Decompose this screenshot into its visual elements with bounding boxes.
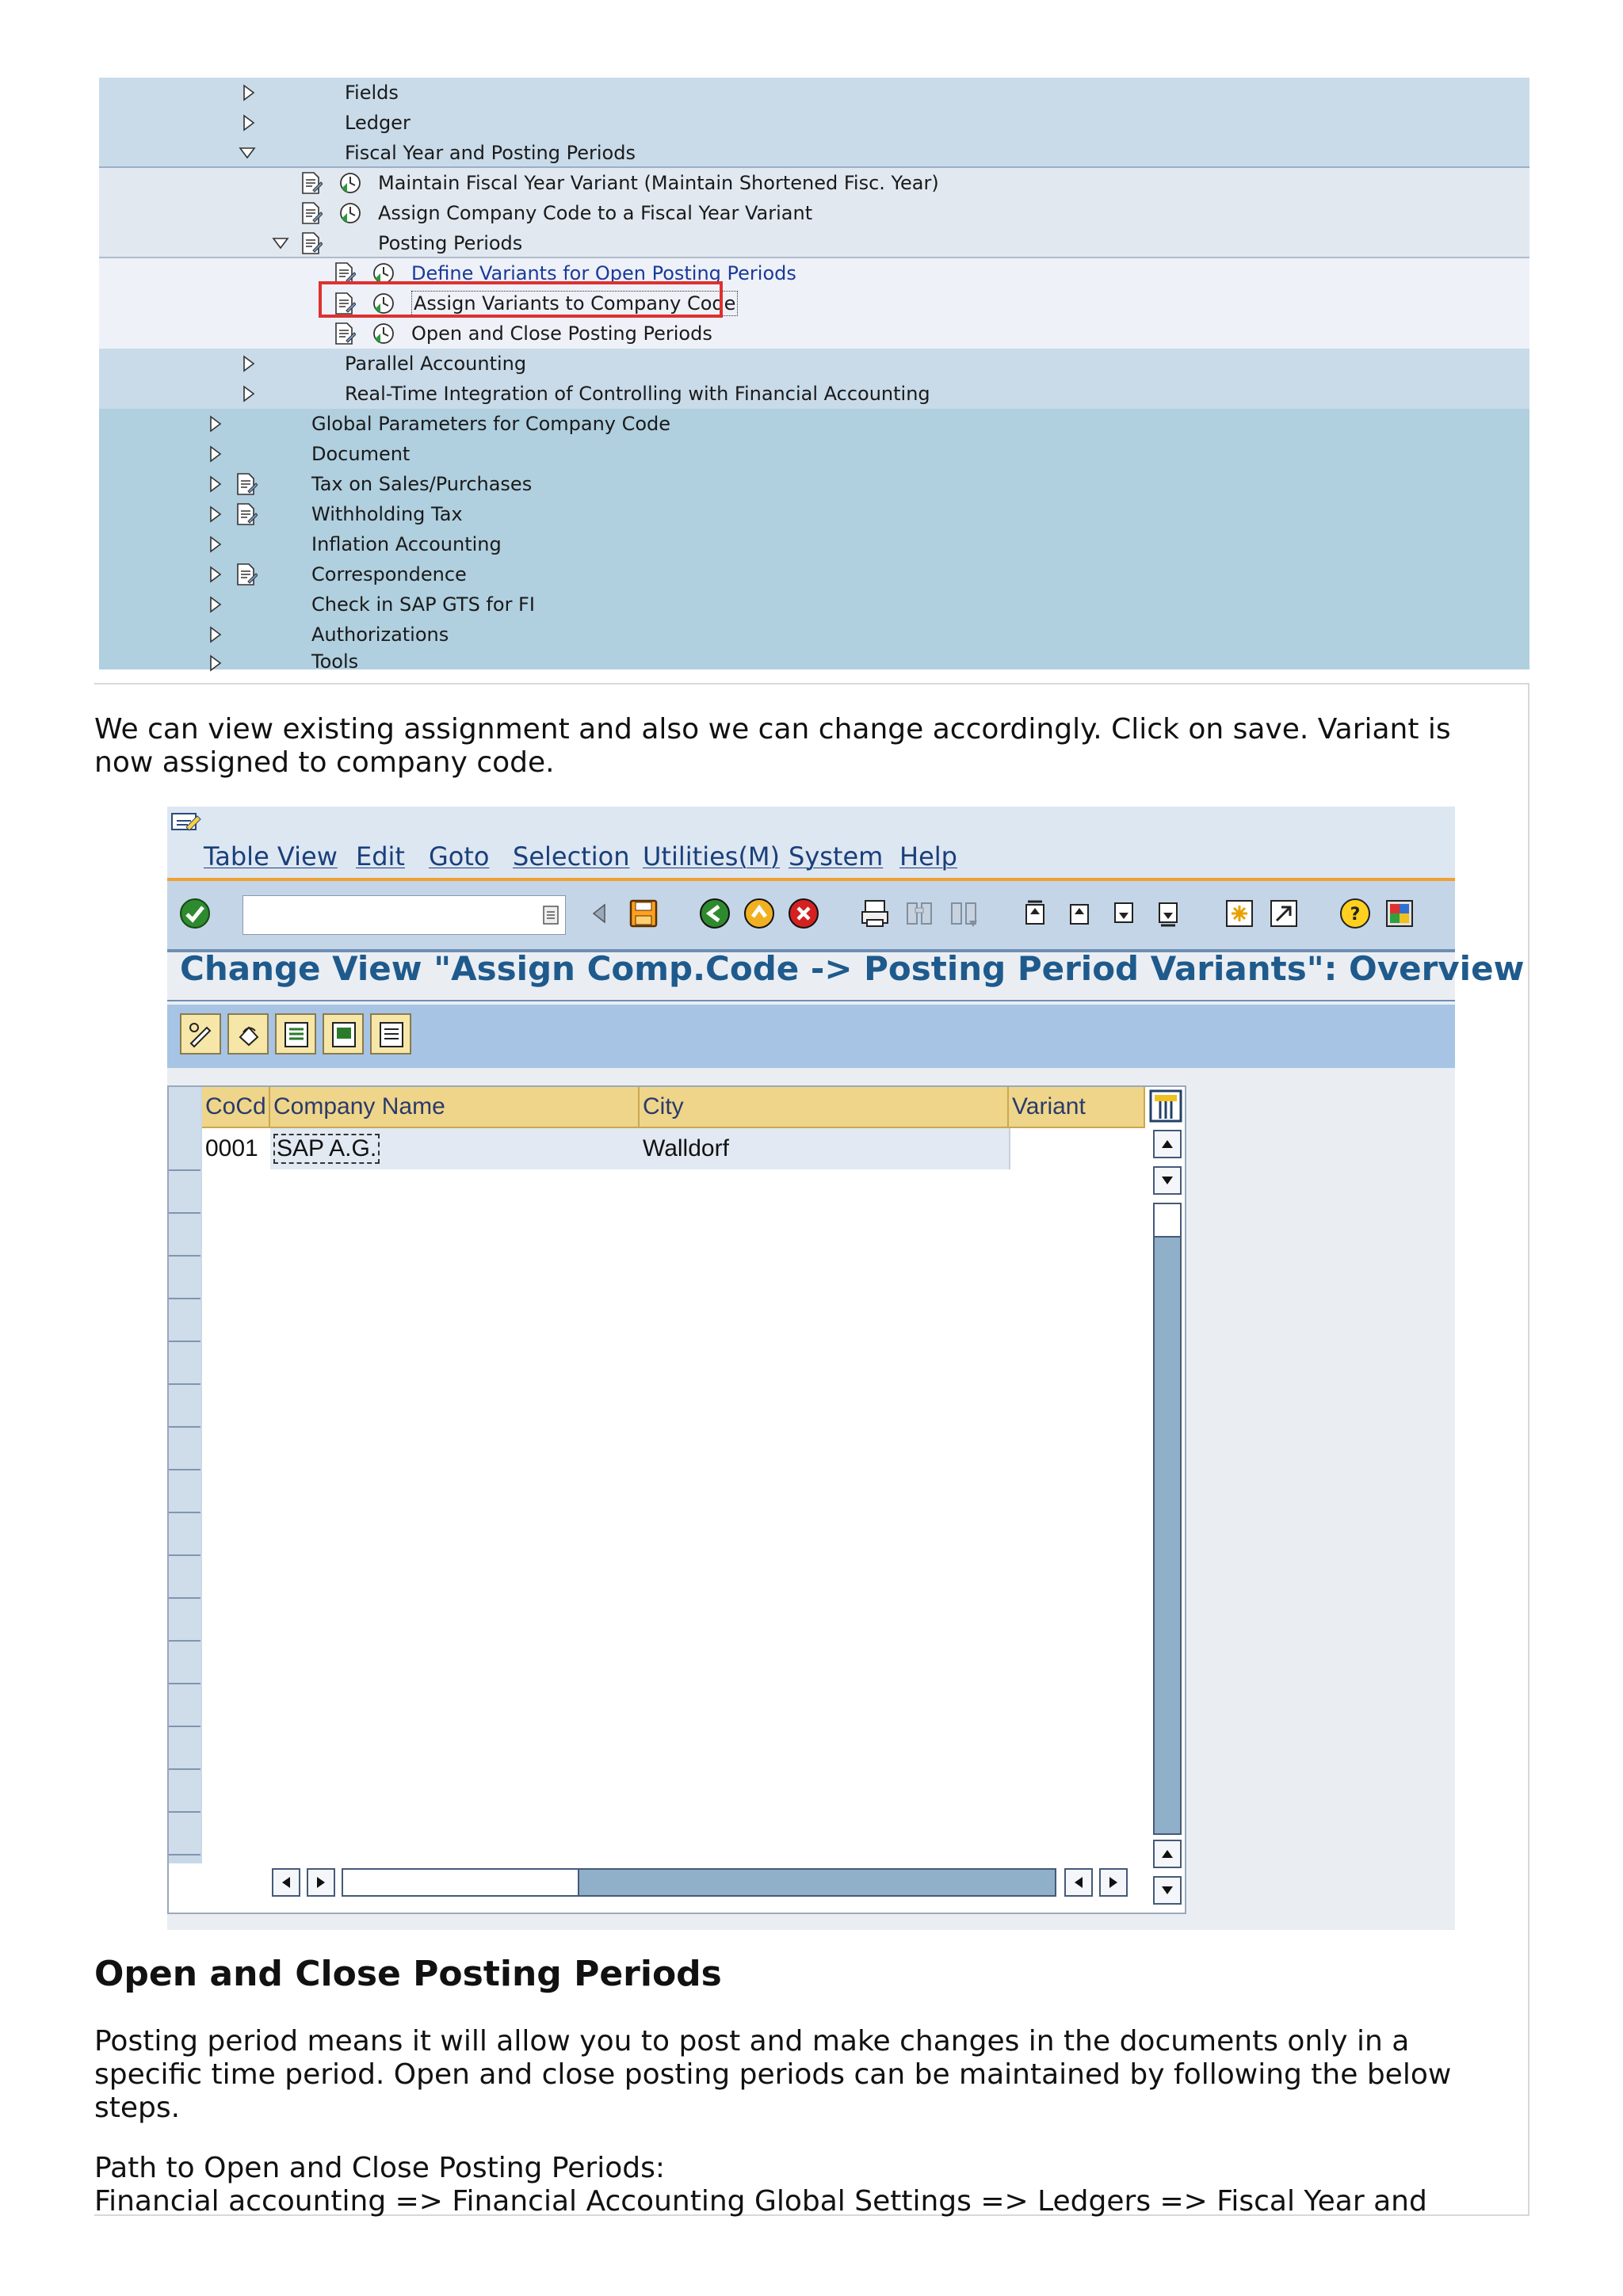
pencil-glasses-icon	[186, 1020, 216, 1050]
expand-arrow-icon[interactable]	[207, 626, 224, 643]
tree-node-label: Inflation Accounting	[311, 533, 502, 555]
cell-cocd: 0001	[205, 1135, 258, 1161]
row-selector[interactable]	[169, 1128, 200, 1171]
next-page-icon[interactable]	[1107, 897, 1140, 930]
tree-node-label: Open and Close Posting Periods	[411, 322, 712, 345]
menu-bar	[167, 807, 1455, 878]
cell-variant-input[interactable]	[1009, 1128, 1145, 1169]
row-selector[interactable]	[169, 1257, 200, 1299]
tree-node-assign-cc-fy-variant[interactable]	[99, 198, 1529, 228]
scroll-page-down-button[interactable]	[1153, 1876, 1182, 1905]
row-selector[interactable]	[169, 1299, 200, 1342]
tree-node-fiscal-year[interactable]	[99, 138, 1529, 168]
vertical-scroll-track[interactable]	[1153, 1203, 1182, 1835]
scroll-page-up-button[interactable]	[1153, 1840, 1182, 1868]
menu-help[interactable]: Help	[899, 841, 957, 871]
tree-node-assign-variants[interactable]	[99, 288, 1529, 318]
paragraph-path-value: Financial accounting => Financial Accounting Global Settings => Ledgers => Fiscal Year and	[94, 2185, 1427, 2218]
previous-page-icon[interactable]	[1063, 897, 1096, 930]
document-icon[interactable]	[235, 472, 258, 496]
tree-node-label[interactable]: Define Variants for Open Posting Periods	[411, 262, 796, 284]
tree-node-maintain-fy-variant[interactable]	[99, 168, 1529, 198]
row-selector[interactable]	[169, 1813, 200, 1855]
row-selector[interactable]	[169, 1513, 200, 1556]
tree-node-label: Posting Periods	[378, 232, 523, 254]
menu-icon[interactable]	[170, 811, 202, 835]
deselect-all-button[interactable]	[370, 1013, 411, 1055]
row-selector[interactable]	[169, 1342, 200, 1385]
page-frame-right	[1528, 683, 1529, 2216]
page-frame-top	[94, 683, 1529, 685]
menu-edit[interactable]: Edit	[356, 841, 405, 871]
expand-arrow-icon[interactable]	[207, 536, 224, 553]
img-tree	[99, 78, 1529, 673]
standard-toolbar	[167, 878, 1455, 952]
column-header-city[interactable]: City	[640, 1087, 1009, 1128]
tree-node-correspondence[interactable]	[99, 559, 1529, 589]
table-settings-icon[interactable]	[1148, 1089, 1183, 1123]
find-next-icon[interactable]	[947, 897, 980, 930]
paragraph-intro: We can view existing assignment and also we can change accordingly. Click on save. Variant is now assigned to company code.	[94, 713, 1451, 779]
left-arrow-icon	[1066, 1870, 1091, 1895]
execute-clock-icon[interactable]	[338, 201, 362, 225]
row-selector[interactable]	[169, 1214, 200, 1257]
select-block-icon	[329, 1020, 359, 1050]
tree-node-ledger[interactable]	[99, 108, 1529, 138]
tree-node-define-variants[interactable]	[99, 258, 1529, 288]
help-icon[interactable]	[1338, 897, 1372, 930]
cell-city: Walldorf	[640, 1128, 1009, 1169]
tree-node-authorizations[interactable]	[99, 620, 1529, 650]
print-icon[interactable]	[858, 897, 892, 930]
back-icon[interactable]	[698, 897, 731, 930]
tree-node-tax[interactable]	[99, 469, 1529, 499]
undo-icon	[234, 1020, 264, 1050]
menu-table-view[interactable]: Table View	[204, 841, 338, 871]
tree-node-label: Parallel Accounting	[345, 353, 527, 375]
left-arrow-icon	[273, 1870, 299, 1895]
section-heading: Open and Close Posting Periods	[94, 1954, 722, 1994]
row-selector[interactable]	[169, 1470, 200, 1513]
menu-system[interactable]: System	[789, 841, 884, 871]
tree-node-label: Withholding Tax	[311, 503, 463, 525]
save-icon[interactable]	[627, 897, 660, 930]
tree-node-parallel-accounting[interactable]	[99, 349, 1529, 379]
tree-node-label: Global Parameters for Company Code	[311, 413, 671, 435]
expand-arrow-icon[interactable]	[207, 596, 224, 613]
row-selector[interactable]	[169, 1684, 200, 1727]
menu-selection[interactable]: Selection	[513, 841, 630, 871]
back-arrow-icon[interactable]	[582, 897, 616, 930]
menu-utilities[interactable]: Utilities(M)	[643, 841, 781, 871]
tree-node-label[interactable]: Assign Variants to Company Code	[411, 291, 738, 316]
cancel-icon[interactable]	[787, 897, 820, 930]
expand-arrow-icon[interactable]	[207, 445, 224, 463]
vertical-scroll-thumb[interactable]	[1155, 1204, 1180, 1238]
horizontal-scroll-track[interactable]	[342, 1868, 1056, 1897]
find-icon[interactable]	[903, 897, 936, 930]
row-selector[interactable]	[169, 1770, 200, 1813]
highlight-box	[319, 281, 723, 318]
paragraph-path-label: Path to Open and Close Posting Periods:	[94, 2152, 665, 2184]
scroll-page-left-button[interactable]	[1064, 1868, 1093, 1897]
column-header-cocd[interactable]: CoCd	[202, 1087, 270, 1128]
tree-node-label: Tax on Sales/Purchases	[311, 473, 533, 495]
select-all-button[interactable]	[275, 1013, 316, 1055]
sap-window	[167, 807, 1525, 1930]
tree-node-inflation-accounting[interactable]	[99, 529, 1529, 559]
tree-node-label: Authorizations	[311, 624, 449, 646]
expand-arrow-icon[interactable]	[207, 505, 224, 523]
exit-icon[interactable]	[743, 897, 776, 930]
tree-node-label: Fiscal Year and Posting Periods	[345, 142, 636, 164]
tree-node-label: Maintain Fiscal Year Variant (Maintain Shortened Fisc. Year)	[378, 172, 939, 194]
row-selector[interactable]	[169, 1428, 200, 1470]
paragraph-posting-period: Posting period means it will allow you to post and make changes in the documents only in a specific time period. Open and close posting periods can be maintained by following the below steps.	[94, 2025, 1452, 2124]
deselect-all-icon	[376, 1020, 407, 1050]
expand-arrow-icon[interactable]	[240, 84, 258, 101]
down-arrow-icon	[1155, 1878, 1180, 1903]
display-change-button[interactable]	[180, 1013, 221, 1055]
collapse-arrow-icon[interactable]	[272, 235, 289, 252]
tree-node-check-gts[interactable]	[99, 589, 1529, 620]
tree-node-document[interactable]	[99, 439, 1529, 469]
menu-goto[interactable]: Goto	[429, 841, 490, 871]
expand-arrow-icon[interactable]	[240, 385, 258, 402]
new-entries-button[interactable]	[227, 1013, 269, 1055]
expand-arrow-icon[interactable]	[207, 566, 224, 583]
execute-clock-icon[interactable]	[338, 171, 362, 195]
row-selector[interactable]	[169, 1727, 200, 1770]
vertical-scrollbar[interactable]	[1151, 1130, 1183, 1903]
column-header-company-name[interactable]: Company Name	[270, 1087, 640, 1128]
title-separator	[167, 1000, 1455, 1001]
document-icon[interactable]	[300, 171, 323, 195]
expand-arrow-icon[interactable]	[240, 355, 258, 372]
row-selector[interactable]	[169, 1385, 200, 1428]
tree-node-label: Tools	[311, 650, 359, 673]
create-session-icon[interactable]	[1223, 897, 1256, 930]
command-field[interactable]	[242, 895, 566, 935]
scroll-up-button[interactable]	[1153, 1130, 1182, 1158]
document-icon[interactable]	[334, 322, 356, 345]
table-control	[167, 1085, 1186, 1914]
enter-check-icon[interactable]	[178, 897, 212, 930]
tree-node-tools[interactable]	[99, 650, 1529, 673]
tree-node-open-close-periods[interactable]	[99, 318, 1529, 349]
tree-node-label: Ledger	[345, 112, 411, 134]
document-icon[interactable]	[235, 563, 258, 586]
svg-text:?: ?	[1350, 905, 1361, 925]
tree-node-label: Check in SAP GTS for FI	[311, 593, 535, 616]
collapse-arrow-icon[interactable]	[239, 144, 256, 162]
first-page-icon[interactable]	[1018, 897, 1052, 930]
right-arrow-icon	[1101, 1870, 1126, 1895]
column-header-variant[interactable]: Variant	[1009, 1087, 1145, 1128]
expand-arrow-icon[interactable]	[207, 654, 224, 672]
expand-arrow-icon[interactable]	[207, 415, 224, 433]
select-block-button[interactable]	[323, 1013, 364, 1055]
tree-node-posting-periods[interactable]	[99, 228, 1529, 258]
expand-arrow-icon[interactable]	[207, 475, 224, 493]
tree-node-label: Document	[311, 443, 411, 465]
horizontal-scroll-thumb[interactable]	[343, 1870, 579, 1895]
document-icon[interactable]	[235, 502, 258, 526]
row-selector[interactable]	[169, 1642, 200, 1684]
tree-node-label: Assign Company Code to a Fiscal Year Variant	[378, 202, 813, 224]
up-arrow-icon	[1155, 1841, 1180, 1867]
scroll-down-button[interactable]	[1153, 1166, 1182, 1195]
command-history-icon[interactable]	[541, 904, 560, 926]
application-toolbar	[167, 1005, 1455, 1068]
document-icon[interactable]	[300, 231, 323, 255]
cell-company-name-value: SAP A.G.	[273, 1134, 380, 1164]
right-arrow-icon	[308, 1870, 334, 1895]
tree-node-label: Correspondence	[311, 563, 467, 585]
tree-node-fields[interactable]	[99, 78, 1529, 108]
execute-clock-icon[interactable]	[372, 322, 395, 345]
down-arrow-icon	[1155, 1168, 1180, 1193]
shortcut-icon[interactable]	[1267, 897, 1300, 930]
tree-node-realtime-integration[interactable]	[99, 379, 1529, 409]
row-selector[interactable]	[169, 1087, 200, 1130]
row-selector[interactable]	[169, 1599, 200, 1642]
tree-node-label: Real-Time Integration of Controlling with Financial Accounting	[345, 383, 930, 405]
scroll-left-button[interactable]	[272, 1868, 300, 1897]
tree-node-label: Fields	[345, 82, 399, 104]
cell-company-name[interactable]	[270, 1128, 640, 1169]
row-selector[interactable]	[169, 1556, 200, 1599]
up-arrow-icon	[1155, 1131, 1180, 1157]
tree-node-global-parameters[interactable]	[99, 409, 1529, 439]
tree-node-withholding-tax[interactable]	[99, 499, 1529, 529]
select-all-icon	[281, 1020, 311, 1050]
screen-title: Change View "Assign Comp.Code -> Posting Period Variants": Overview	[180, 949, 1525, 988]
row-selector[interactable]	[169, 1171, 200, 1214]
layout-menu-icon[interactable]	[1383, 897, 1416, 930]
document-icon[interactable]	[300, 201, 323, 225]
expand-arrow-icon[interactable]	[240, 114, 258, 132]
horizontal-scrollbar[interactable]	[272, 1868, 1136, 1900]
last-page-icon[interactable]	[1151, 897, 1185, 930]
scroll-page-right-button[interactable]	[1099, 1868, 1128, 1897]
scroll-right-button[interactable]	[307, 1868, 335, 1897]
